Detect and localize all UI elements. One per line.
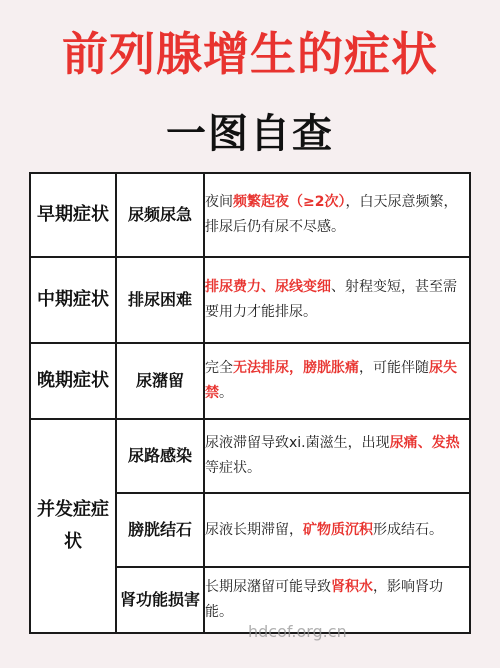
stage-cell: 并发症症状 xyxy=(30,419,116,633)
description-text: ，白天尿意频繁，排尿后仍有尿不尽感。 xyxy=(205,194,458,235)
symptom-cell: 膀胱结石 xyxy=(116,493,204,567)
stage-cell: 中期症状 xyxy=(30,257,116,343)
highlight-text: 频繁起夜（≥2次） xyxy=(233,194,346,210)
description-text: 长期尿潴留可能导致 xyxy=(205,579,331,595)
table-row xyxy=(30,257,470,343)
table-row xyxy=(30,419,470,493)
description-text: 。 xyxy=(219,385,233,401)
highlight-text: 排尿费力、尿线变细 xyxy=(205,279,331,295)
watermark: hdcof.org.cn xyxy=(248,622,347,641)
description-text: 、射程变短，甚至需要用力才能排尿。 xyxy=(205,279,457,320)
description-text: 等症状。 xyxy=(205,460,261,476)
highlight-text: 尿痛、发热 xyxy=(389,435,460,451)
description-cell xyxy=(204,419,470,493)
symptom-cell: 排尿困难 xyxy=(116,257,204,343)
description-cell xyxy=(204,257,470,343)
stage-cell: 晚期症状 xyxy=(30,343,116,419)
symptom-cell: 尿路感染 xyxy=(116,419,204,493)
symptom-cell: 尿频尿急 xyxy=(116,173,204,257)
description-cell xyxy=(204,493,470,567)
highlight-text: 无法排尿，膀胱胀痛 xyxy=(233,360,359,376)
description-text: ，可能伴随 xyxy=(359,360,429,376)
description-text: 形成结石。 xyxy=(373,521,443,538)
description-text: 夜间 xyxy=(205,194,233,210)
stage-cell: 早期症状 xyxy=(30,173,116,257)
highlight-text: 矿物质沉积 xyxy=(303,521,373,538)
description-text: ，影响肾功能。 xyxy=(205,579,443,620)
description-text: 完全 xyxy=(205,360,233,376)
description-text: 尿液长期滞留， xyxy=(205,521,303,538)
page-subtitle: 一图自查 xyxy=(166,111,334,157)
symptom-table xyxy=(29,172,471,634)
page-title: 前列腺增生的症状 xyxy=(62,27,438,81)
table-row xyxy=(30,343,470,419)
description-text: 尿液滞留导致xi.菌滋生，出现 xyxy=(205,435,390,451)
symptom-cell: 肾功能损害 xyxy=(116,567,204,633)
highlight-text: 肾积水 xyxy=(331,579,373,595)
description-cell xyxy=(204,343,470,419)
table-row xyxy=(30,173,470,257)
highlight-text: 尿失禁 xyxy=(205,360,457,401)
symptom-cell: 尿潴留 xyxy=(116,343,204,419)
description-cell xyxy=(204,173,470,257)
